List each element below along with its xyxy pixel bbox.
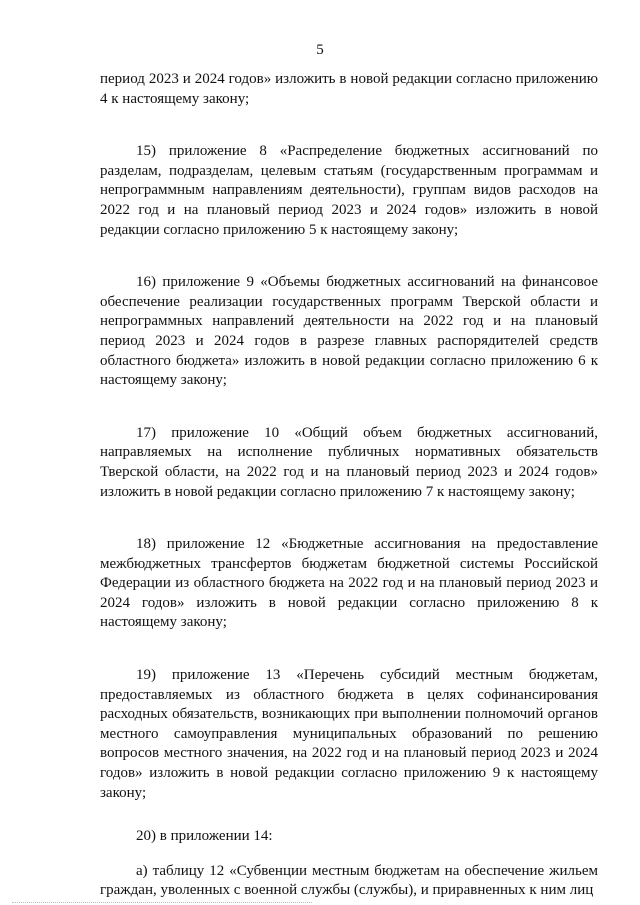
paragraph-item-19: 19) приложение 13 «Перечень субсидий местным бюджетам, предоставляемых из областного бюджета в целях софинансирования расходных обязательств, возникающих при выполнении полномочий органов местного самоуправления муниципальных образований по решению вопросов местного значения, на 2022 год и на плановый период 2023 и 2024 годов» изложить в новой редакции согласно приложению 9 к настоящему закону;	[100, 667, 598, 801]
paragraph-continuation: период 2023 и 2024 годов» изложить в новой редакции согласно приложению 4 к настоящему закону;	[100, 71, 598, 107]
paragraph-item-20: 20) в приложении 14:	[136, 828, 273, 845]
paragraph-item-18: 18) приложение 12 «Бюджетные ассигнования на предоставление межбюджетных трансфертов бюджетам бюджетной системы Российской Федерации из областного бюджета на 2022 год и на плановый период 2023 и 2024 годов» изложить в новой редакции согласно приложению 8 к настоящему закону;	[100, 536, 598, 631]
paragraph-item-16: 16) приложение 9 «Объемы бюджетных ассигнований на финансовое обеспечение реализации государственных программ Тверской области и непрограммных направлений деятельности на 2022 год и на плановый период 2023 и 2024 годов в разрезе главных распорядителей средств областного бюджета» изложить в новой редакции согласно приложению 6 к настоящему закону;	[100, 274, 598, 389]
footer-divider	[12, 902, 312, 903]
paragraph-item-17: 17) приложение 10 «Общий объем бюджетных ассигнований, направляемых на исполнение публичных нормативных обязательств Тверской области, на 2022 год и на плановый период 2023 и 2024 годов» изложить в новой редакции согласно приложению 7 к настоящему закону;	[100, 424, 598, 500]
document-body	[100, 70, 598, 901]
paragraph-item-15: 15) приложение 8 «Распределение бюджетных ассигнований по разделам, подразделам, целевым статьям (государственным программам и непрограммным направлениям деятельности), группам видов расходов на 2022 год и на плановый период 2023 и 2024 годов» изложить в новой редакции согласно приложению 5 к настоящему закону;	[100, 143, 598, 238]
paragraph-item-20a: а) таблицу 12 «Субвенции местным бюджетам на обеспечение жильем граждан, уволенных с военной службы (службы), и приравненных к ним лиц	[100, 862, 598, 899]
page-number: 5	[316, 42, 324, 58]
